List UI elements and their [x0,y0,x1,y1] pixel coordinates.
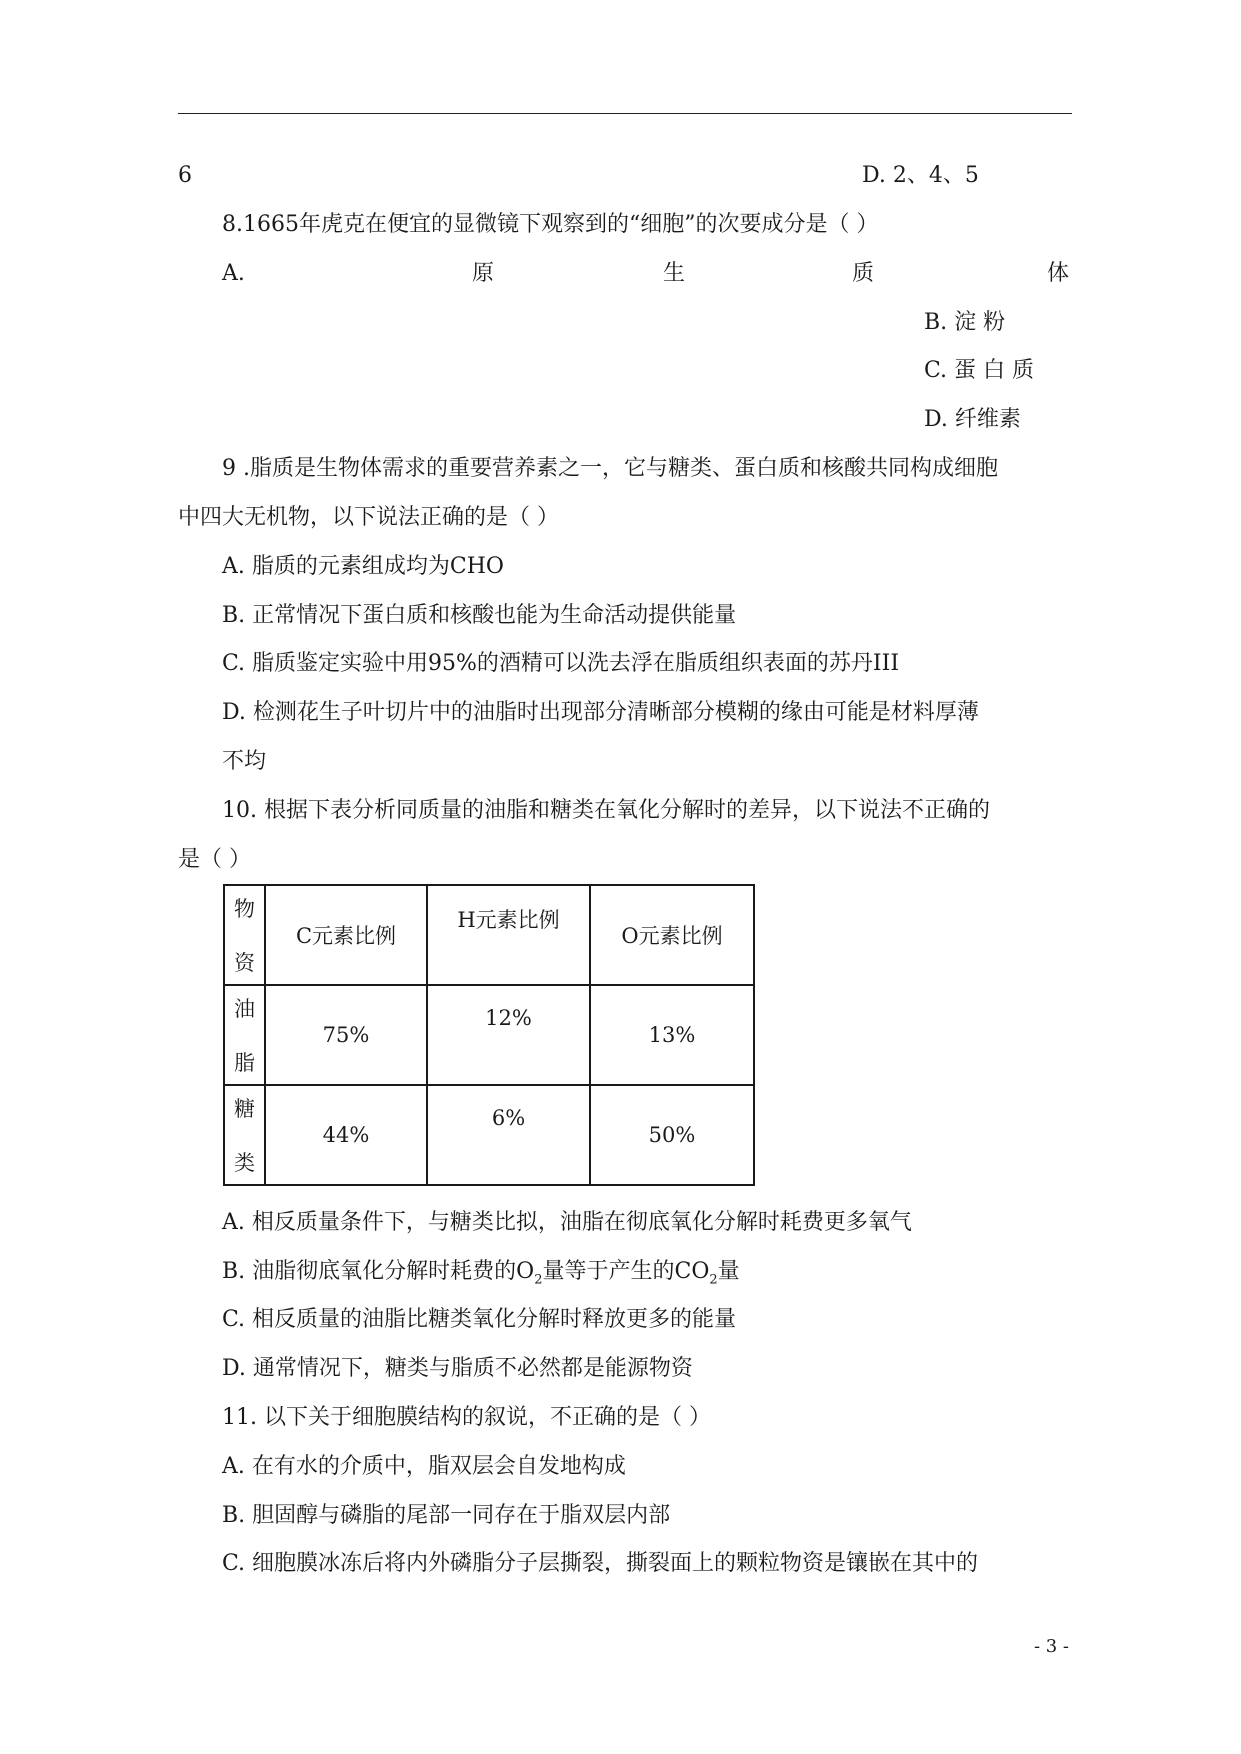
cell-c-value: 75% [265,985,427,1085]
q10-option-b-text-1: B. 油脂彻底氧化分解时耗费的O [222,1259,535,1284]
row-name-char: 类 [234,1151,255,1175]
table-header-row [224,885,754,985]
prev-option-d: D. 2、4、5 [862,163,979,188]
q8-option-d: D. 纤维素 [924,407,1021,432]
header-cell-c: C元素比例 [265,885,427,985]
table-row [224,985,754,1085]
q9-option-b: B. 正常情况下蛋白质和核酸也能为生命活动提供能量 [222,603,737,628]
cell-h [427,1085,590,1185]
subscript: 2 [534,1272,543,1288]
q8-option-b: B. 淀 粉 [924,310,1006,335]
q9-stem-line-1: 9 .脂质是生物体需求的重要营养素之一，它与糖类、蛋白质和核酸共同构成细胞 [222,456,998,481]
header-cell-substance [224,885,265,985]
q11-option-a: A. 在有水的介质中，脂双层会自发地构成 [222,1454,626,1479]
header-rule [178,113,1072,114]
q9-option-d-line-1: D. 检测花生子叶切片中的油脂时出现部分清晰部分模糊的缘由可能是材料厚薄 [222,700,979,725]
q8-option-c: C. 蛋 白 质 [924,358,1035,383]
composition-table [223,884,755,1186]
q10-option-b-text-3: 量 [717,1259,740,1284]
q8-option-a-word-3: 质 [852,261,875,286]
q10-option-b-text-2: 量等于产生的CO [542,1259,710,1284]
q8-stem: 8.1665年虎克在便宜的显微镜下观察到的“细胞”的次要成分是（ ） [222,212,879,237]
cell-h-value: 12% [485,1006,532,1030]
q8-option-a-word-4: 体 [1047,261,1070,286]
q11-option-b: B. 胆固醇与磷脂的尾部一同存在于脂双层内部 [222,1503,671,1528]
row-name-char: 脂 [234,1051,255,1075]
q10-option-d: D. 通常情况下，糖类与脂质不必然都是能源物资 [222,1356,693,1381]
cell-h-value: 6% [491,1106,526,1130]
header-char: 物 [234,897,255,921]
header-cell-h [427,885,590,985]
q8-option-a-word-2: 生 [663,261,686,286]
q11-stem: 11. 以下关于细胞膜结构的叙说，不正确的是（ ） [222,1405,711,1430]
q9-stem-line-2: 中四大无机物，以下说法正确的是（ ） [178,505,559,530]
header-cell-o: O元素比例 [590,885,754,985]
cell-h [427,985,590,1085]
header-h-label: H元素比例 [457,908,560,932]
cell-c-value: 44% [265,1085,427,1185]
header-char: 资 [234,951,255,975]
row-name-char: 油 [234,997,255,1021]
cell-o-value: 50% [590,1085,754,1185]
q8-option-a-label: A. [222,261,245,286]
q11-option-c: C. 细胞膜冰冻后将内外磷脂分子层撕裂，撕裂面上的颗粒物资是镶嵌在其中的 [222,1551,979,1576]
q10-stem-line-1: 10. 根据下表分析同质量的油脂和糖类在氧化分解时的差异，以下说法不正确的 [222,798,990,823]
q10-option-a: A. 相反质量条件下，与糖类比拟，油脂在彻底氧化分解时耗费更多氧气 [222,1210,912,1235]
table-row [224,1085,754,1185]
cell-o-value: 13% [590,985,754,1085]
prev-question-tail: 6 [178,163,192,188]
q9-option-a: A. 脂质的元素组成均为CHO [222,554,504,579]
subscript: 2 [709,1272,718,1288]
q9-option-d-line-2: 不均 [222,749,267,774]
row-name-cell [224,985,265,1085]
q10-option-c: C. 相反质量的油脂比糖类氧化分解时释放更多的能量 [222,1307,737,1332]
page-number: - 3 - [1033,1636,1069,1657]
row-name-cell [224,1085,265,1185]
q8-option-a-word-1: 原 [472,261,495,286]
q10-option-b [222,1261,740,1286]
q10-stem-line-2: 是（ ） [178,847,251,872]
q9-option-c: C. 脂质鉴定实验中用95%的酒精可以洗去浮在脂质组织表面的苏丹III [222,651,900,676]
row-name-char: 糖 [234,1097,255,1121]
